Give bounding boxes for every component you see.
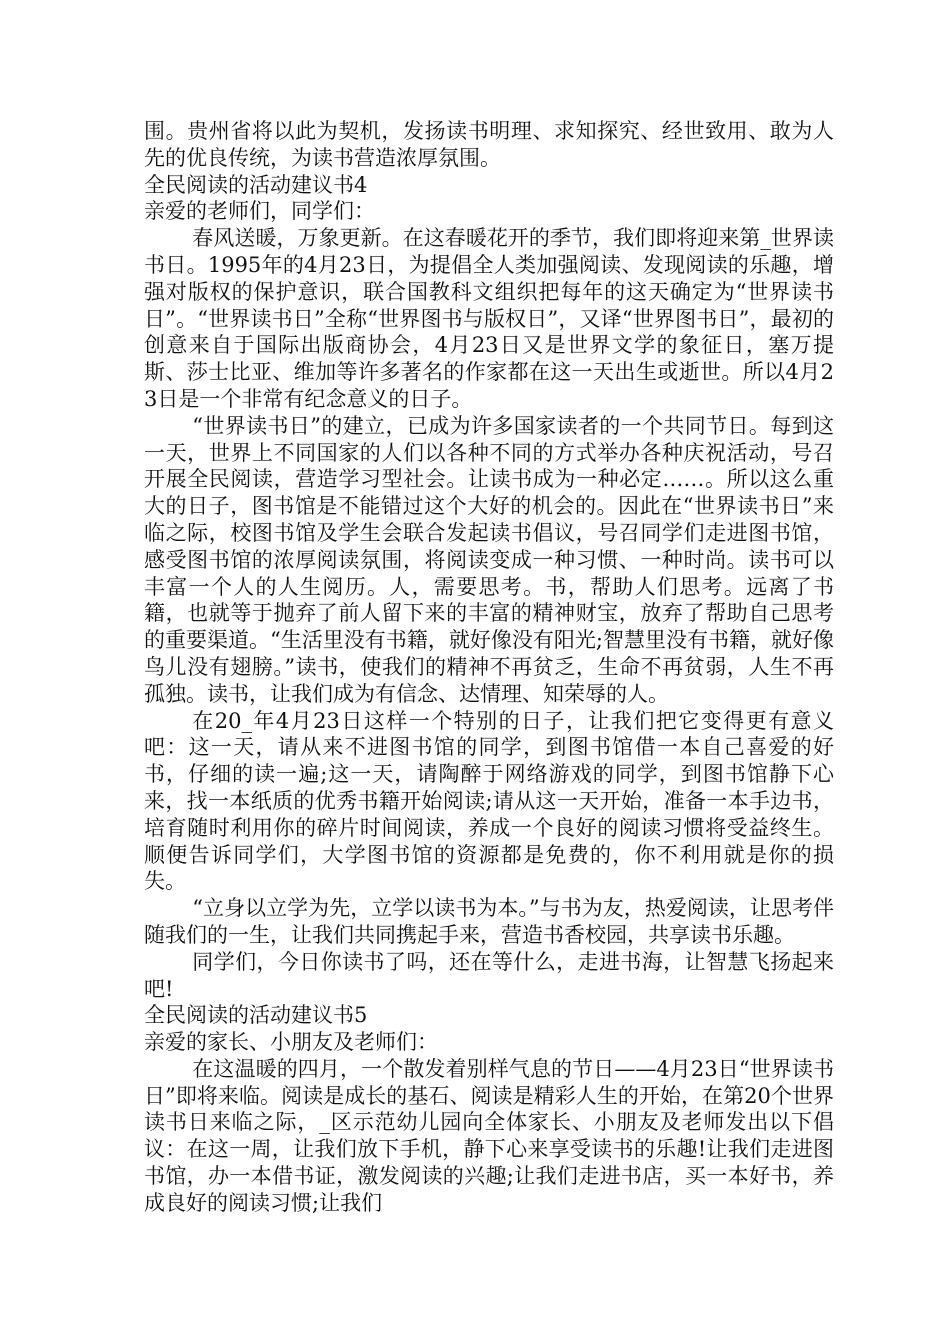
section-heading: 全民阅读的活动建议书5 — [144, 1003, 368, 1028]
body-paragraph: 春风送暖，万象更新。在这春暖花开的季节，我们即将迎来第_世界读书日。1995年的4月23日，为提倡全人类加强阅读、发现阅读的乐趣，增强对版权的保护意识，联合国教科文组织把每年的这天确定为“世界读书日”。“世界读书日”全称“世界图书与版权日”，又译“世界图书日”，最初的创意来自于国际出版商协会，4月23日又是世界文学的象征日，塞万提斯、莎士比亚、维加等许多著名的作家都在这一天出生或逝世。所以4月23日是一个非常有纪念意义的日子。 — [144, 226, 834, 411]
body-paragraph: 在20_年4月23日这样一个特别的日子，让我们把它变得更有意义吧：这一天，请从来不进图书馆的同学，到图书馆借一本自己喜爱的好书，仔细的读一遍;这一天，请陶醉于网络游戏的同学，到图书馆静下心来，找一本纸质的优秀书籍开始阅读;请从这一天开始，准备一本手边书，培育随时利用你的碎片时间阅读，养成一个良好的阅读习惯将受益终生。顺便告诉同学们，大学图书馆的资源都是免费的，你不利用就是你的损失。 — [144, 708, 834, 894]
body-paragraph: “世界读书日”的建立，已成为许多国家读者的一个共同节日。每到这一天，世界上不同国家的人们以各种不同的方式举办各种庆祝活动，号召开展全民阅读，营造学习型社会。让读书成为一种必定……。所以这么重大的日子，图书馆是不能错过这个大好的机会的。因此在“世界读书日”来临之际，校图书馆及学生会联合发起读书倡议，号召同学们走进图书馆，感受图书馆的浓厚阅读氛围，将阅读变成一种习惯、一种时尚。读书可以丰富一个人的人生阅历。人，需要思考。书，帮助人们思考。远离了书籍，也就等于抛弃了前人留下来的丰富的精神财宝，放弃了帮助自己思考的重要渠道。“生活里没有书籍，就好像没有阳光;智慧里没有书籍，就好像鸟儿没有翅膀。”读书，使我们的精神不再贫乏，生命不再贫弱，人生不再孤独。读书，让我们成为有信念、达情理、知荣辱的人。 — [144, 413, 834, 706]
salutation: 亲爱的家长、小朋友及老师们： — [144, 1030, 438, 1055]
section-heading: 全民阅读的活动建议书4 — [144, 172, 368, 197]
document-page — [144, 118, 834, 1217]
body-paragraph: “立身以立学为先，立学以读书为本。”与书为友，热爱阅读，让思考伴随我们的一生，让我们共同携起手来，营造书香校园，共享读书乐趣。 — [144, 896, 834, 947]
body-paragraph: 在这温暖的四月，一个散发着别样气息的节日——4月23日“世界读书日”即将来临。阅读是成长的基石、阅读是精彩人生的开始，在第20个世界读书日来临之际，_区示范幼儿园向全体家长、小朋友及老师发出以下倡议：在这一周，让我们放下手机，静下心来享受读书的乐趣!让我们走进图书馆，办一本借书证，激发阅读的兴趣;让我们走进书店，买一本好书，养成良好的阅读习惯;让我们 — [144, 1056, 834, 1215]
body-paragraph: 同学们，今日你读书了吗，还在等什么，走进书海，让智慧飞扬起来吧! — [144, 949, 834, 1001]
body-paragraph: 围。贵州省将以此为契机，发扬读书明理、求知探究、经世致用、敢为人先的优良传统，为读书营造浓厚氛围。 — [144, 119, 834, 170]
salutation: 亲爱的老师们，同学们： — [144, 199, 375, 224]
